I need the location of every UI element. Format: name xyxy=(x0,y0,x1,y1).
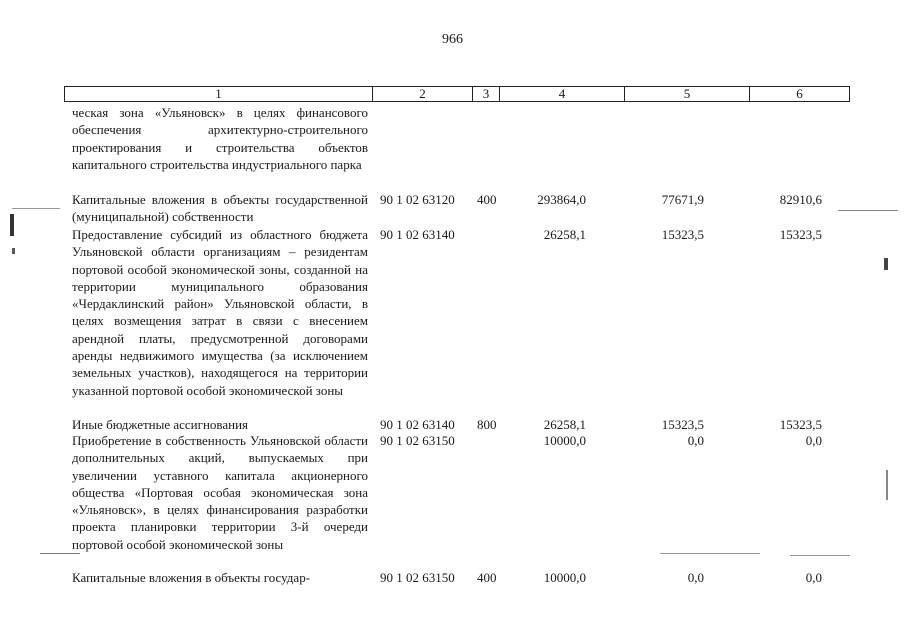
row-value-col5: 77671,9 xyxy=(661,192,704,207)
row-value-col5: 0,0 xyxy=(687,433,704,448)
scan-artifact-line xyxy=(838,210,898,211)
row-value-col5: 0,0 xyxy=(687,570,704,585)
row-description: Капитальные вложения в объекты государственной (муниципальной) собственности xyxy=(72,192,368,225)
column-header-6: 6 xyxy=(796,86,803,101)
row-code: 90 1 02 63150 xyxy=(380,570,455,585)
row-code: 90 1 02 63150 xyxy=(380,433,455,448)
row-code: 90 1 02 63140 xyxy=(380,417,455,432)
row-description: Предоставление субсидий из областного бюджета Ульяновской области организациям – резидентам портовой особой экономической зоны, созданной на территории муниципального образования «Чердаклинский район» Ульяновской области, в целях возмещения затрат в связи с внесением арендной платы, предусмотренной договорами аренды недвижимого имущества (за исключением земельных участков), находящегося на территории указанной портовой особой экономической зоны xyxy=(72,227,368,398)
row-value-col6: 0,0 xyxy=(805,433,822,448)
row-code: 90 1 02 63120 xyxy=(380,192,455,207)
scan-artifact-line xyxy=(40,553,80,554)
row-value-col6: 15323,5 xyxy=(779,227,822,242)
row-description: Приобретение в собственность Ульяновской области дополнительных акций, выпускаемых при увеличении уставного капитала акционерного общества «Портовая особая экономическая зона «Ульяновск», в целях финансирования разработки проекта планировки территории 3-й очереди портовой особой экономической зоны xyxy=(72,433,368,552)
row-value-col4: 10000,0 xyxy=(543,433,586,448)
row-value-col6: 15323,5 xyxy=(779,417,822,432)
column-header-1: 1 xyxy=(65,87,373,101)
scan-artifact-line xyxy=(790,555,850,556)
row-value-col4: 26258,1 xyxy=(543,227,586,242)
column-header-4: 4 xyxy=(500,87,625,101)
row-value-col6: 0,0 xyxy=(805,570,822,585)
row-value-col5: 15323,5 xyxy=(661,227,704,242)
row-value-col6: 82910,6 xyxy=(779,192,822,207)
column-header-5: 5 xyxy=(625,87,750,101)
scan-artifact-mark xyxy=(886,470,888,500)
table-header-row xyxy=(64,86,850,102)
row-value-col4: 26258,1 xyxy=(543,417,586,432)
row-description: Капитальные вложения в объекты государ- xyxy=(72,570,311,585)
row-kvr: 400 xyxy=(477,192,497,207)
scan-artifact-mark xyxy=(10,214,14,236)
scan-artifact-line xyxy=(660,553,760,554)
scan-artifact-line xyxy=(12,208,60,209)
row-kvr: 800 xyxy=(477,417,497,432)
row-description: Иные бюджетные ассигнования xyxy=(72,417,249,432)
scan-artifact-mark xyxy=(12,248,15,254)
page-number: 966 xyxy=(442,32,463,47)
row-value-col4: 293864,0 xyxy=(537,192,586,207)
scan-artifact-mark xyxy=(884,258,888,270)
column-header-3: 3 xyxy=(473,87,500,101)
row-description: ческая зона «Ульяновск» в целях финансового обеспечения архитектурно-строительного проектирования и строительства объектов капитального строительства индустриального парка xyxy=(72,105,368,172)
row-kvr: 400 xyxy=(477,570,497,585)
column-header-2: 2 xyxy=(373,87,473,101)
row-value-col5: 15323,5 xyxy=(661,417,704,432)
row-code: 90 1 02 63140 xyxy=(380,227,455,242)
row-value-col4: 10000,0 xyxy=(543,570,586,585)
